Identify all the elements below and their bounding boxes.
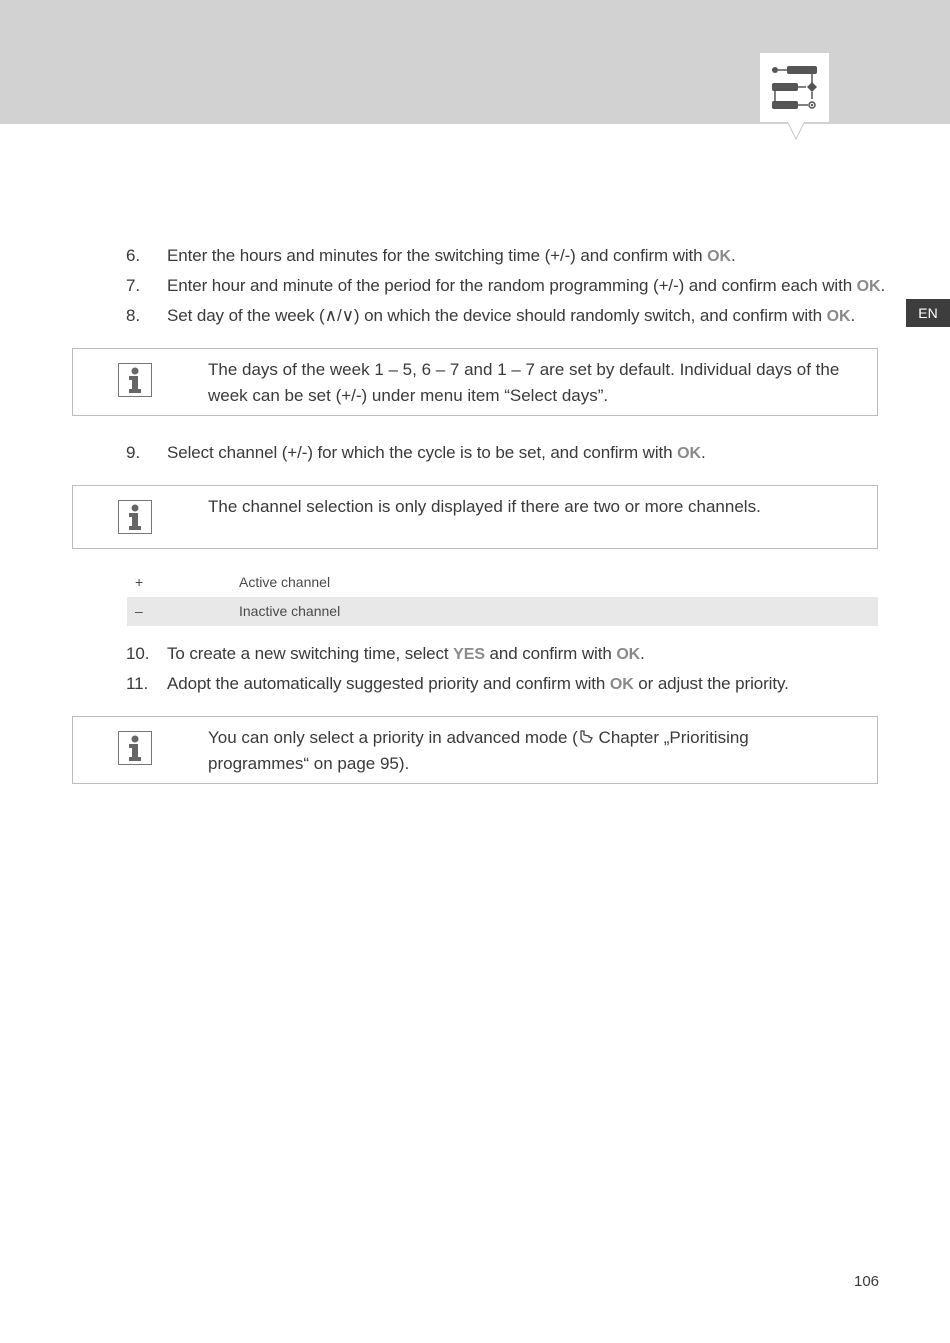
ok-keyword: OK bbox=[677, 445, 701, 462]
chapter-link[interactable]: Chapter „Prioritising programmes“ on page 95). bbox=[208, 728, 749, 773]
page-number: 106 bbox=[854, 1273, 880, 1290]
ok-keyword: OK bbox=[856, 278, 881, 295]
callout-tail bbox=[787, 121, 805, 141]
info-icon bbox=[118, 363, 152, 397]
info-icon bbox=[118, 500, 152, 534]
language-tab: EN bbox=[906, 299, 950, 327]
pointing-hand-icon[interactable] bbox=[578, 729, 594, 745]
programming-flow-icon bbox=[770, 63, 820, 113]
table-row: + Active channel bbox=[135, 574, 331, 590]
yes-keyword: YES bbox=[453, 646, 485, 663]
ok-keyword: OK bbox=[707, 248, 731, 265]
info-icon bbox=[118, 731, 152, 765]
info-note-default-days: The days of the week 1 – 5, 6 – 7 and 1 – 7 are set by default. Individual days of the week can be set (+/-) under menu item “Select days”. bbox=[72, 348, 878, 416]
info-note-channel-selection: The channel selection is only displayed if there are two or more channels. bbox=[72, 485, 878, 549]
chapter-icon-box bbox=[760, 53, 829, 122]
ok-keyword: OK bbox=[826, 308, 851, 325]
channel-legend-table bbox=[127, 568, 878, 626]
info-note-priority: You can only select a priority in advanced mode ( Chapter „Prioritising programmes“ on page 95). bbox=[72, 716, 878, 784]
ok-keyword: OK bbox=[609, 676, 634, 693]
table-row: – Inactive channel bbox=[127, 597, 878, 626]
ok-keyword: OK bbox=[616, 646, 641, 663]
